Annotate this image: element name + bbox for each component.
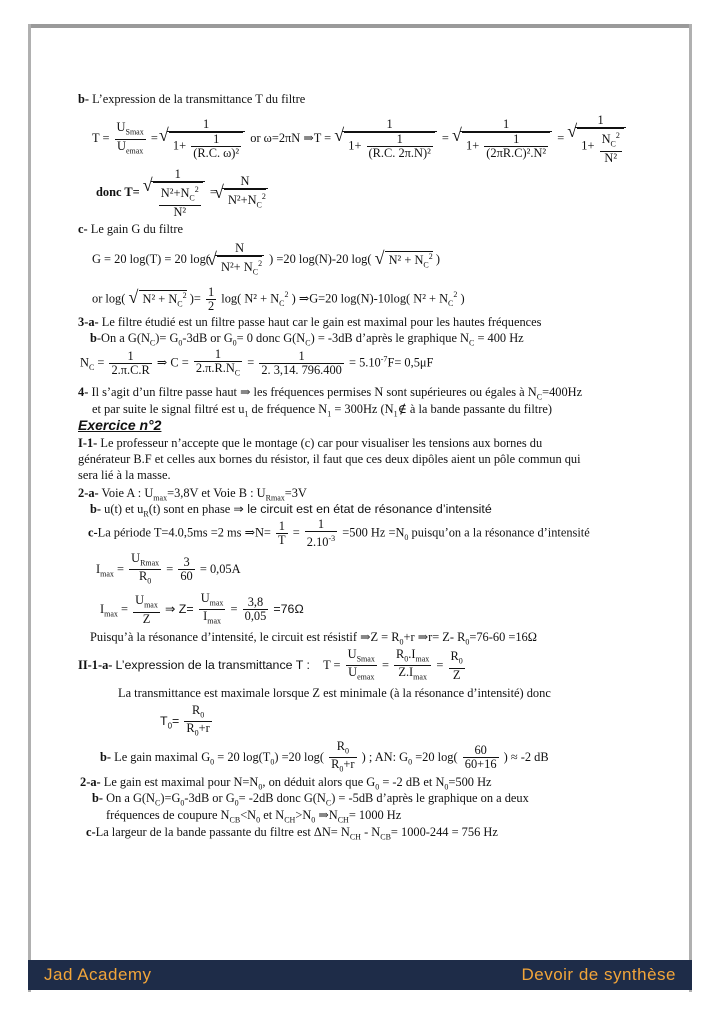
gain-max-equation: b- Le gain maximal $G_0 = 20$ $\log(T_0) =20$ log( $\frac{R_0}{R_0+r}$ ) ; AN: $G_0 =20$ log( $\frac{60}{60+16}$ ) ≈ -2 dB (100, 739, 549, 774)
or-log-equation: or log( √ $N^2 + N_C^2$ )= $\frac{1}{2}$ log( $N^2 + N_C^2$ ) ⇒G=20 log(N)-10log( $N^2 + N_C^2$ ) (92, 286, 465, 313)
ii1a-line: II-1-a- L’expression de la transmittance T : T = $\frac{U_{Smax}}{U_{emax}}$ = $\frac{R_0.I_{max}}{Z.I_{max}}$ = $\frac{R_0}{Z}$ (78, 647, 463, 682)
donc-t-equation: donc T= 1 √ $\frac{N^2+N_C^2}{\text{N²}}$ = N √ $N^2+N_C^2$ (96, 168, 270, 219)
trans-max-line: La transmittance est maximale lorsque Z est minimale (à la résonance d’intensité) donc (118, 686, 551, 700)
gain-equation: G = 20 log(T) = 20 log( N √ $N^2+ N_C^2$ ) =20 log(N)-20 log( √ $N^2 + N_C^2$ ) (92, 242, 440, 279)
imax-equation-2: $I_{max}$ = $\frac{U_{max}}{Z}$ ⇒ Z= $\frac{U_{max}}{I_{max}}$ = $\frac{3,8}{0,05}$ =76Ω (100, 591, 304, 626)
resistif-line: Puisqu’à la résonance d’intensité, le circuit est résistif ⇒Z = $R_0+r$ ⇒r= Z- $R_0=76-60 =16\Omega$ (90, 630, 537, 647)
capacitor-equation: $N_C$ = $\frac{1}{2.\pi.C.R}$ ⇒ C = $\frac{1}{2.\pi.R.N_C}$ = $\frac{1}{2. 3,14. 796.400}$ = $5.10^{-7}F= 0,5\mu F$ (80, 347, 434, 378)
t0-equation: $T_0=$ $\frac{R_0}{R_0+r}$ (160, 703, 210, 738)
section-3b: b-On a $G(N_C)= G_0-3dB$ or $G_0= 0$ donc $G(N_C) = -3dB$ d’après le graphique $N_C = 400$ Hz (90, 331, 524, 348)
section-4-line1: 4- Il s’agit d’un filtre passe haut ⇒ les fréquences permises N sont supérieures ou égales à $N_C=400Hz$ (78, 385, 583, 402)
section-b-heading: b- L’expression de la transmittance T du filtre (78, 92, 306, 106)
a2-line: 2-a- Voie A : $U_{max}=3,8V$ et Voie B : $U_{Rmax}=3V$ (78, 486, 307, 503)
c2-line: c-La période T=4.0,5ms =2 ms ⇒N= $\frac{1}{T}$ = $\frac{1}{2.10^{-3}}$ =500 $Hz =N_0$ puisqu’on a la résonance d’intensité (88, 517, 590, 550)
imax-equation-1: $I_{max}$ = $\frac{U_{Rmax}}{R_0}$ = $\frac{3}{60}$ = 0,05A (96, 551, 241, 586)
a22-line: 2-a- Le gain est maximal pour $N=N_0$, on déduit alors que $G_0 = -2$ dB et $N_0=500$ Hz (80, 775, 492, 792)
page-frame-left (28, 24, 31, 992)
b2-line: b- u(t) et $u_R(t)$ sont en phase ⇒ le circuit est en état de résonance d’intensité (90, 502, 492, 519)
i1-line1: I-1- Le professeur n’accepte que le montage (c) car pour visualiser les tensions aux bornes du (78, 436, 543, 450)
i1-line3: sera lié à la masse. (78, 468, 171, 482)
footer-doc-type: Devoir de synthèse (521, 965, 676, 984)
section-c-heading: c- Le gain G du filtre (78, 222, 183, 236)
page-frame-top (28, 24, 692, 28)
i1-line2: générateur B.F et celles aux bornes du résistor, il faut que ces deux dipôles aient un pôle commun qui (78, 452, 581, 466)
c22-line: c-La largeur de la bande passante du filtre est $\Delta N= N_{CH} - N_{CB}= 1000-244 = 756$ Hz (86, 825, 498, 842)
section-4-line2: et par suite le signal filtré est $u_1$ de fréquence $N_1 = 300Hz$ ($N_1\notin$ à la bande passante du filtre) (92, 402, 552, 419)
transmittance-equation: T = $\frac{U_{Smax}}{U_{emax}}$ = 1 √ 1+ $\frac{1}{\text{(R.C. ω)²}}$ or ω=2πN ⇒T = 1 √ 1+ $\frac{1}{\text{(R.C. 2π.N)²}}$ = 1 √ 1+ $\frac{1}{\text{(2πR.C)².N²}}$ = 1 √ 1+ $\frac{N_C^2}{\text{N²}}$ (92, 114, 628, 165)
section-3a: 3-a- Le filtre étudié est un filtre passe haut car le gain est maximal pour les hautes fréquences (78, 315, 542, 329)
footer-bar (28, 960, 692, 990)
footer-brand: Jad Academy (44, 965, 152, 984)
b22-line1: b- On a $G(N_C)=G_0-3dB$ or $G_0= -2dB$ donc $G(N_C) = -5dB$ d’après le graphique on a deux (92, 791, 529, 808)
page-frame-right (689, 24, 692, 992)
exercice-2-title: Exercice n°2 (78, 417, 162, 433)
b22-line2: fréquences de coupure $N_{CB}<N_0$ et $N_{CH}>N_0$ $\Rightarrow N_{CH}= 1000$ Hz (106, 808, 402, 825)
